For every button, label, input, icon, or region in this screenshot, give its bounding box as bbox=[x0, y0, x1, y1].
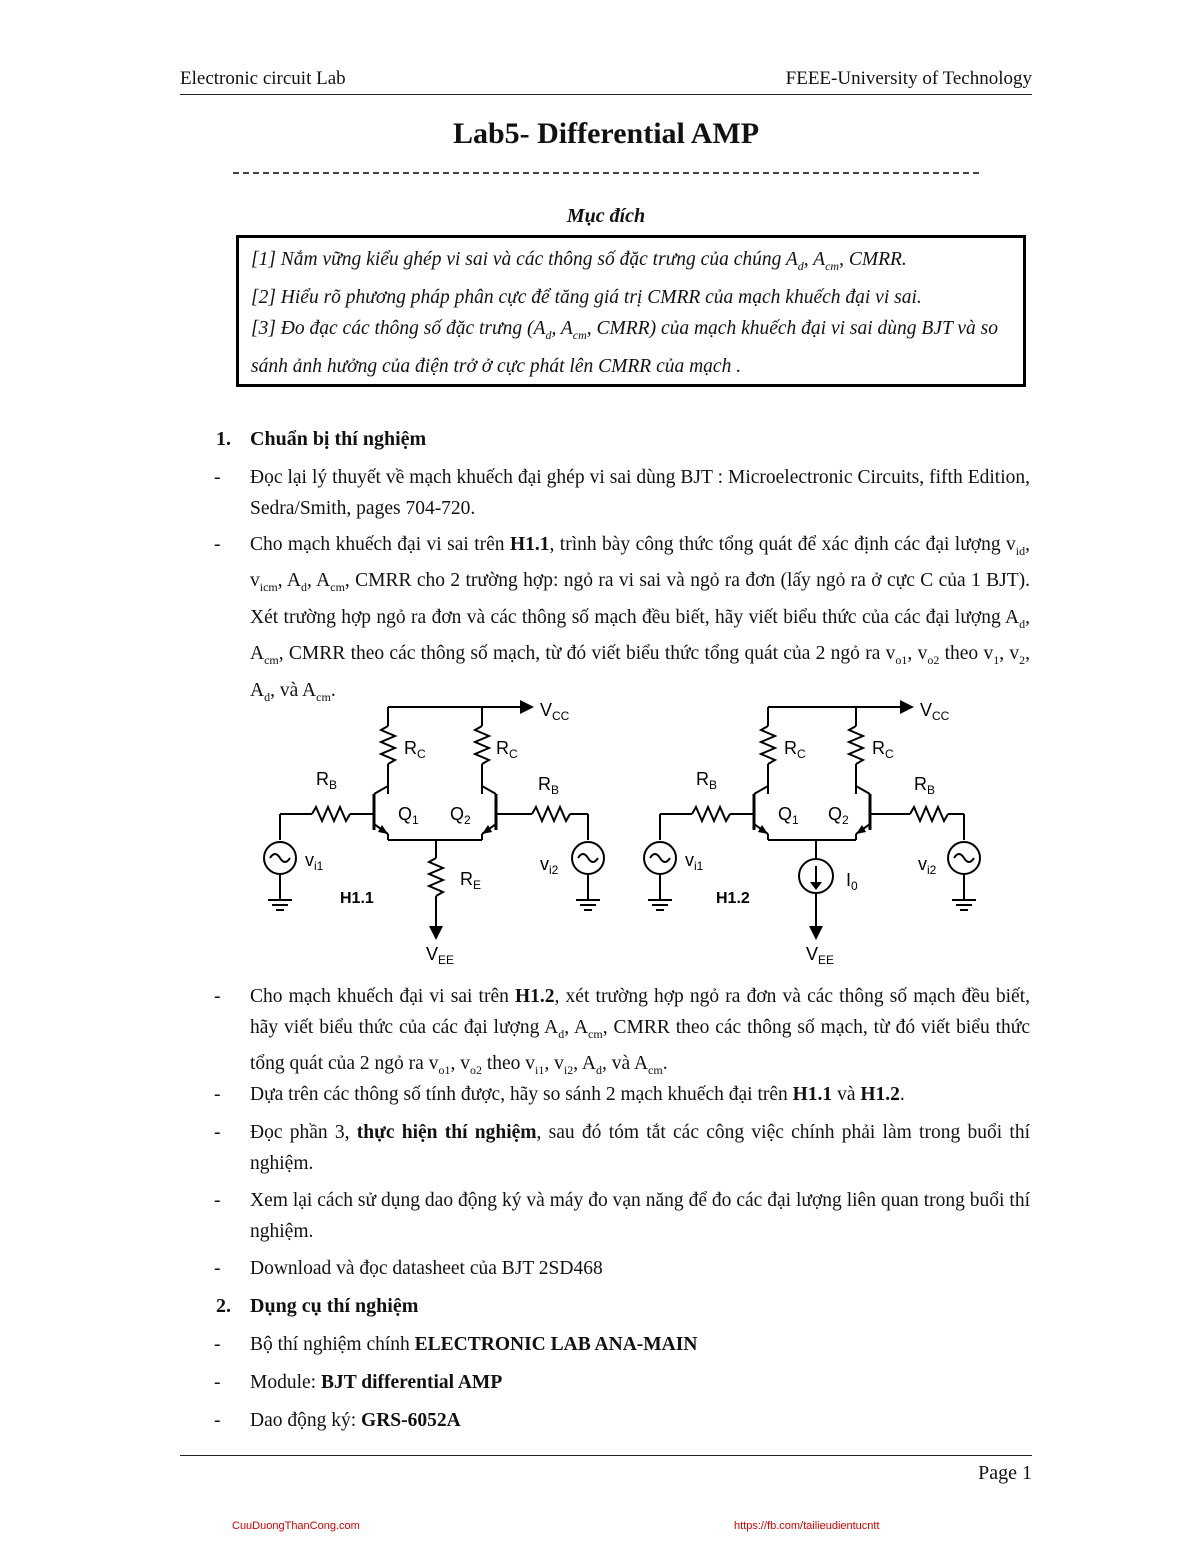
vi2-label: $v_{i2}$ bbox=[540, 854, 559, 877]
q1-label: $Q_1$ bbox=[398, 804, 419, 827]
goal-item: [2] Hiểu rõ phương pháp phân cực để tăng giá trị CMRR của mạch khuếch đại vi sai. bbox=[251, 286, 922, 308]
footer-rule bbox=[180, 1455, 1032, 1456]
circuit-h1-2 bbox=[644, 700, 980, 940]
goal-item: [3] Đo đạc các thông số đặc trưng ($A_d$, $A_{cm}$, CMRR) của mạch khuếch đại vi sai dùng BJT và so sánh ảnh hưởng của điện trở ở cực phát lên CMRR của mạch . bbox=[251, 317, 998, 377]
vi1-label: $v_{i1}$ bbox=[685, 850, 704, 873]
q2-label: $Q_2$ bbox=[828, 804, 849, 827]
q2-label: $Q_2$ bbox=[450, 804, 471, 827]
footer-link-left[interactable]: CuuDuongThanCong.com bbox=[232, 1520, 360, 1532]
page-number: Page 1 bbox=[978, 1462, 1032, 1484]
section1-number: 1. bbox=[216, 428, 231, 450]
rc2-label: $R_C$ bbox=[496, 738, 518, 761]
rb1-label: $R_B$ bbox=[696, 769, 718, 792]
rc1-label: $R_C$ bbox=[404, 738, 426, 761]
arrow-icon bbox=[900, 700, 914, 714]
arrow-icon bbox=[429, 926, 443, 940]
circuit-h1-1 bbox=[264, 700, 604, 940]
vi2-label: $v_{i2}$ bbox=[918, 854, 937, 877]
dashed-separator bbox=[233, 172, 979, 174]
section1-heading: Chuẩn bị thí nghiệm bbox=[250, 428, 427, 450]
page-title: Lab5- Differential AMP bbox=[452, 117, 760, 150]
goal-item: [1] Nắm vững kiểu ghép vi sai và các thông số đặc trưng của chúng $A_d$, $A_{cm}$, CMRR. bbox=[251, 249, 907, 273]
i0-label: $I_0$ bbox=[846, 870, 858, 893]
goals-box bbox=[236, 235, 1026, 387]
vcc-label: $V_{CC}$ bbox=[540, 700, 570, 723]
q1-label: $Q_1$ bbox=[778, 804, 799, 827]
goals-title: Mục đích bbox=[566, 205, 646, 227]
rb2-label: $R_B$ bbox=[538, 774, 560, 797]
section2-heading: Dụng cụ thí nghiệm bbox=[250, 1295, 419, 1317]
vee-label: $V_{EE}$ bbox=[426, 944, 455, 967]
rc2-label: $R_C$ bbox=[872, 738, 894, 761]
re-label: $R_E$ bbox=[460, 869, 482, 892]
header-rule bbox=[180, 94, 1032, 95]
vi1-label: $v_{i1}$ bbox=[305, 850, 324, 873]
rb1-label: $R_B$ bbox=[316, 769, 338, 792]
figure-label-h1-1: H1.1 bbox=[340, 890, 374, 907]
rb2-label: $R_B$ bbox=[914, 774, 936, 797]
circuit-diagram bbox=[250, 690, 1010, 970]
rc1-label: $R_C$ bbox=[784, 738, 806, 761]
header-left: Electronic circuit Lab bbox=[180, 68, 346, 89]
arrow-icon bbox=[520, 700, 534, 714]
vee-label: $V_{EE}$ bbox=[806, 944, 835, 967]
section2-number: 2. bbox=[216, 1295, 231, 1317]
arrow-icon bbox=[809, 926, 823, 940]
figure-label-h1-2: H1.2 bbox=[716, 890, 750, 907]
footer-link-right[interactable]: https://fb.com/tailieudientucntt bbox=[734, 1520, 880, 1532]
header-right: FEEE-University of Technology bbox=[785, 68, 1032, 89]
vcc-label: $V_{CC}$ bbox=[920, 700, 950, 723]
